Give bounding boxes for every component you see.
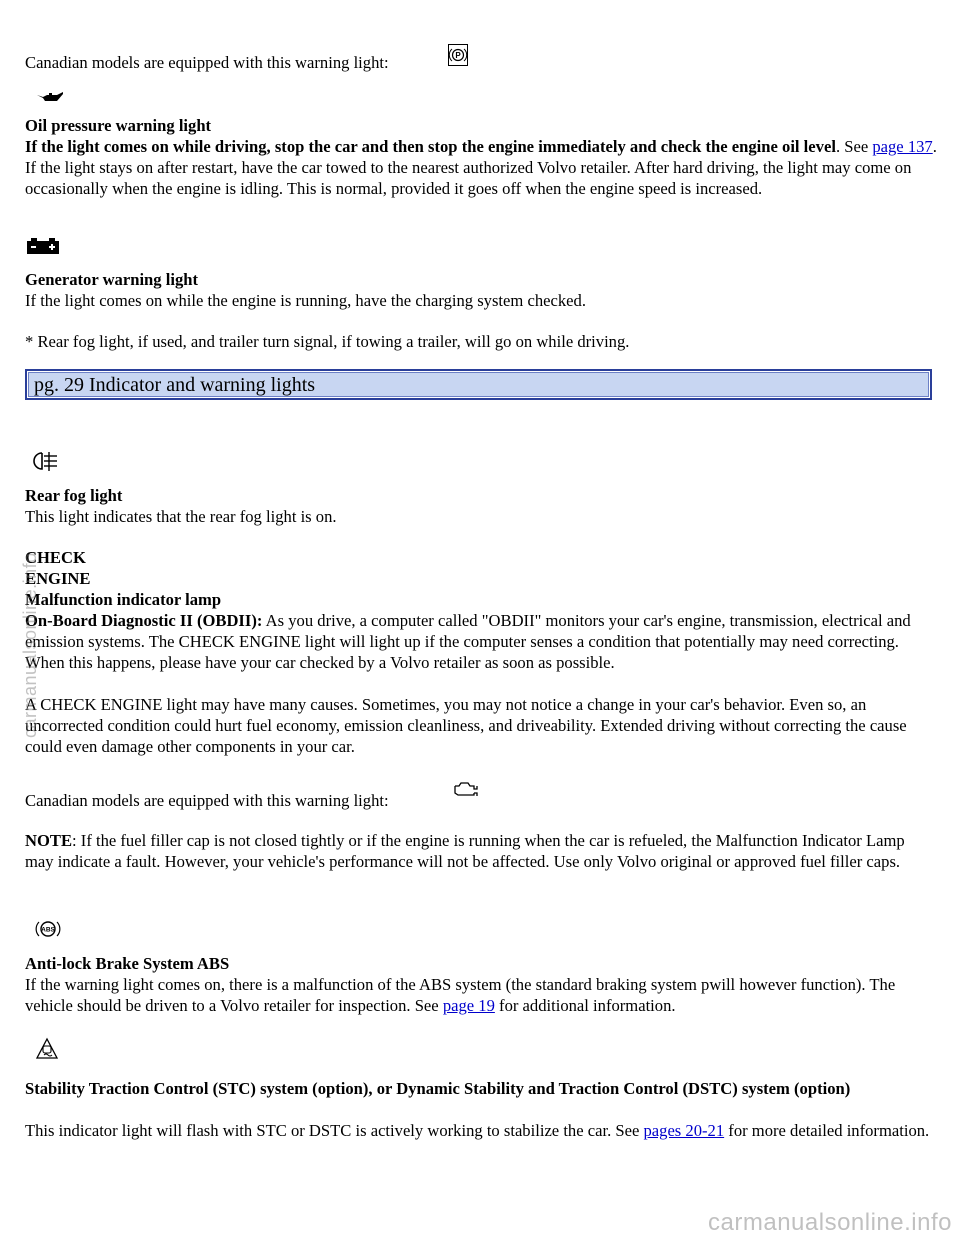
footer-watermark: carmanualsonline.info bbox=[708, 1209, 952, 1236]
check-engine-causes: A CHECK ENGINE light may have many causes. Sometimes, you may not notice a change in your car's behavior. Even so, an uncorrected condition could hurt fuel economy, emission cleanliness, and driveability. Extended driving without correcting the cause could even damage other components in your car. bbox=[25, 695, 907, 756]
oil-pressure-instruction: If the light comes on while driving, stop the car and then stop the engine immediately and check the engine oil level bbox=[25, 137, 836, 156]
abs-title: Anti-lock Brake System ABS bbox=[25, 954, 230, 973]
engine-icon bbox=[452, 780, 480, 798]
oil-pressure-paragraph: If the light comes on while driving, stop the car and then stop the engine immediately and check the engine oil level. See page 137. If the light stays on after restart, have the car towed to the nearest authorized Volvo retailer. After hard driving, the light may come on occasionally when the engine is idling. This is normal, provided it goes off when the engine speed is increased. bbox=[25, 137, 937, 198]
generator-text: If the light comes on while the engine is running, have the charging system checked. bbox=[25, 291, 586, 310]
section-header-title: pg. 29 Indicator and warning lights bbox=[28, 372, 929, 397]
side-watermark: carmanualsonline.info bbox=[20, 552, 40, 738]
rear-fog-text: This light indicates that the rear fog light is on. bbox=[25, 507, 337, 526]
page-137-link[interactable]: page 137 bbox=[872, 137, 933, 156]
malfunction-lamp-title: Malfunction indicator lamp bbox=[25, 590, 222, 609]
check-engine-line2: ENGINE bbox=[25, 569, 91, 588]
note-paragraph: NOTE: If the fuel filler cap is not closed tightly or if the engine is running when the car is refueled, the Malfunction Indicator Lamp may indicate a fault. However, your vehicle's performance will not be affected. Use only Volvo original or approved fuel filler caps. bbox=[25, 831, 905, 871]
battery-icon bbox=[26, 237, 60, 255]
pages-20-21-link[interactable]: pages 20-21 bbox=[643, 1121, 725, 1140]
obdii-label: On-Board Diagnostic II (OBDII): bbox=[25, 611, 263, 630]
section-header bbox=[25, 369, 932, 400]
svg-text:P: P bbox=[455, 51, 461, 60]
brake-warning-icon bbox=[448, 44, 468, 66]
check-engine-line1: CHECK bbox=[25, 548, 86, 567]
obdii-paragraph: On-Board Diagnostic II (OBDII): As you drive, a computer called "OBDII" monitors your car's engine, transmission, electrical and emission systems. The CHECK ENGINE light will light up if the computer senses a condition that potentially may need correcting. When this happens, please have your car checked by a Volvo retailer as soon as possible. bbox=[25, 611, 911, 672]
page-19-link[interactable]: page 19 bbox=[442, 996, 495, 1015]
rear-fog-light-icon bbox=[33, 450, 59, 472]
note-label: NOTE bbox=[25, 831, 73, 850]
stc-paragraph: This indicator light will flash with STC or DSTC is actively working to stabilize the car. See pages 20-21 for more detailed information. bbox=[25, 1121, 930, 1140]
abs-paragraph: If the warning light comes on, there is a malfunction of the ABS system (the standard braking system pwill however function). The vehicle should be driven to a Volvo retailer for inspection. See page 19 for additional information. bbox=[25, 975, 896, 1015]
rear-fog-title: Rear fog light bbox=[25, 486, 123, 505]
stc-title: Stability Traction Control (STC) system (option), or Dynamic Stability and Traction Control (DSTC) system (option) bbox=[25, 1079, 851, 1098]
abs-icon bbox=[35, 918, 61, 940]
canadian-intro-2: Canadian models are equipped with this warning light: bbox=[25, 791, 389, 810]
canadian-intro-1: Canadian models are equipped with this warning light: bbox=[25, 53, 389, 72]
generator-title: Generator warning light bbox=[25, 270, 198, 289]
oil-can-icon bbox=[35, 91, 65, 105]
oil-pressure-title: Oil pressure warning light bbox=[25, 116, 212, 135]
svg-text:ABS: ABS bbox=[41, 926, 55, 934]
footnote: * Rear fog light, if used, and trailer turn signal, if towing a trailer, will go on while driving. bbox=[25, 332, 630, 351]
stability-control-icon bbox=[35, 1037, 59, 1061]
